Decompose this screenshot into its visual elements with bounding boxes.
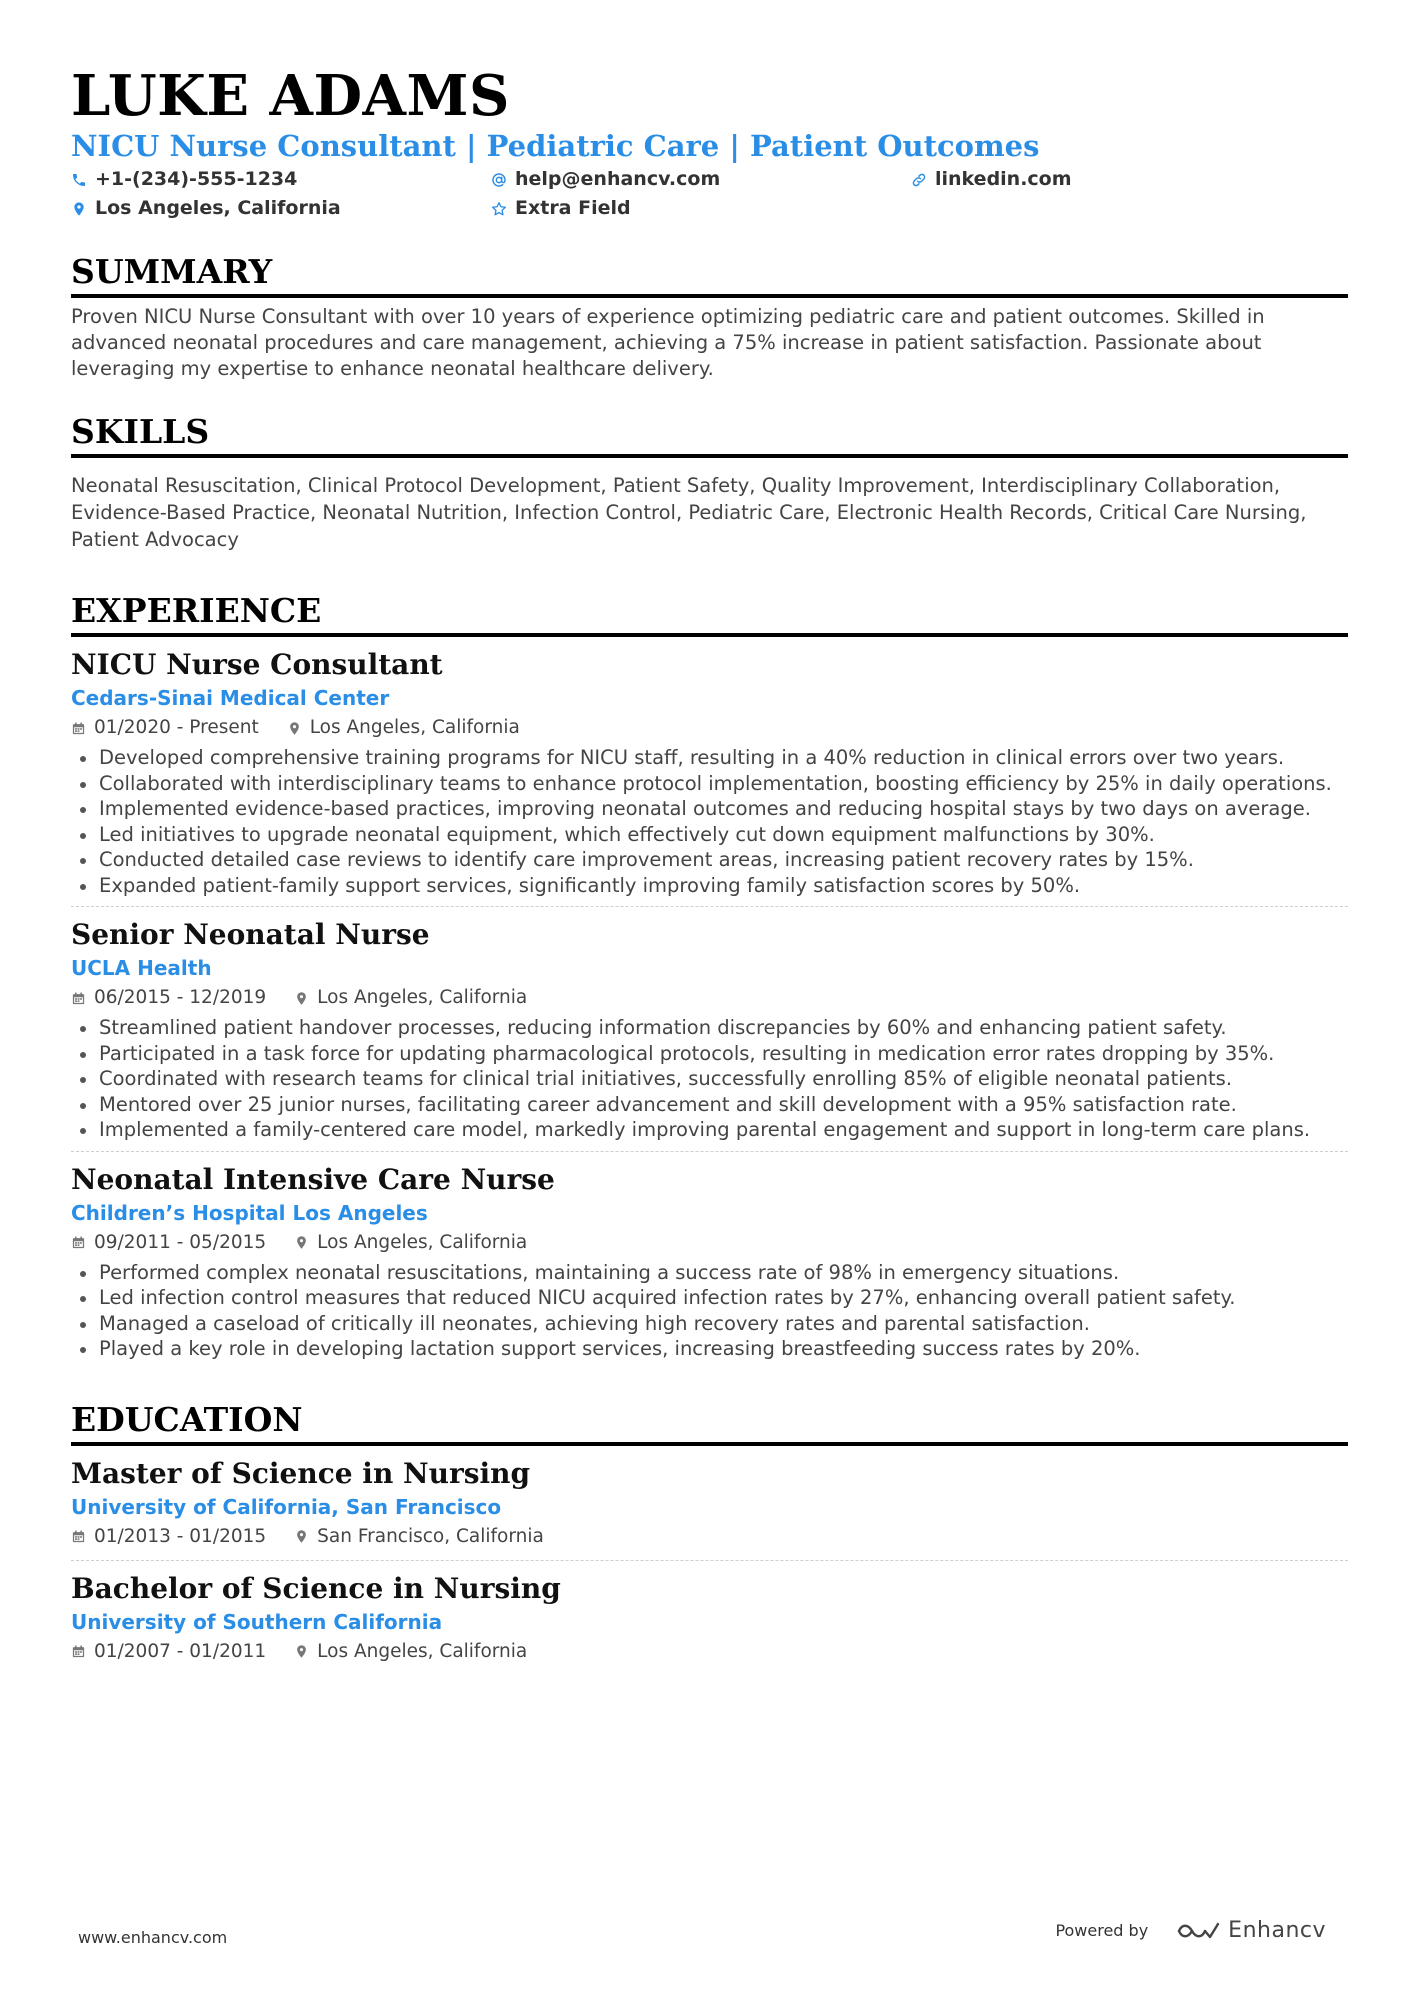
education-location: San Francisco, California — [317, 1525, 544, 1547]
summary-title: SUMMARY — [71, 252, 1348, 298]
job-bullets — [71, 1260, 1348, 1362]
list-item: Implemented a family-centered care model, markedly improving parental engagement and support in long-term care plans. — [71, 1117, 1348, 1143]
star-icon — [491, 201, 507, 217]
degree-title: Bachelor of Science in Nursing — [71, 1571, 561, 1605]
link-icon — [911, 172, 927, 188]
education-title: EDUCATION — [71, 1400, 1348, 1446]
job-dates: 09/2011 - 05/2015 — [94, 1231, 267, 1253]
list-item: Mentored over 25 junior nurses, facilitating career advancement and skill development with a 95% satisfaction rate. — [71, 1092, 1348, 1118]
education-meta — [71, 1522, 1348, 1552]
list-item: Played a key role in developing lactation support services, increasing breastfeeding success rates by 20%. — [71, 1336, 1348, 1362]
education-location-wrap — [294, 1522, 544, 1552]
contact-extra — [491, 195, 911, 222]
contact-info — [71, 166, 1348, 222]
location-pin-icon — [71, 201, 87, 217]
contact-phone-text: +1-(234)-555-1234 — [95, 168, 298, 190]
job-title: NICU Nurse Consultant — [71, 648, 443, 681]
school-name: University of California, San Francisco — [71, 1494, 502, 1519]
contact-email-text: help@enhancv.com — [515, 168, 721, 190]
phone-icon — [71, 172, 87, 188]
contact-location-text: Los Angeles, California — [95, 197, 341, 219]
contact-extra-text: Extra Field — [515, 197, 631, 219]
job-location: Los Angeles, California — [317, 987, 528, 1008]
footer-website[interactable]: www.enhancv.com — [78, 1928, 228, 1947]
experience-entry — [71, 906, 1348, 1151]
skills-title: SKILLS — [71, 412, 1348, 458]
location-pin-icon — [294, 991, 309, 1006]
calendar-icon — [71, 1235, 86, 1250]
list-item: Coordinated with research teams for clinical trial initiatives, successfully enrolling 85% of eligible neonatal patients. — [71, 1066, 1348, 1092]
job-location-wrap — [287, 713, 520, 743]
contact-location — [71, 195, 491, 222]
job-meta — [71, 1228, 1348, 1258]
calendar-icon — [71, 721, 86, 736]
resume-page — [71, 60, 1348, 1675]
school-name: University of Southern California — [71, 1609, 443, 1634]
list-item: Led infection control measures that reduced NICU acquired infection rates by 27%, enhancing overall patient safety. — [71, 1285, 1348, 1311]
footer-branding — [1055, 1918, 1326, 1943]
list-item: Implemented evidence-based practices, improving neonatal outcomes and reducing hospital stays by two days on average. — [71, 796, 1348, 822]
location-pin-icon — [294, 1529, 309, 1544]
education-location-wrap — [294, 1637, 527, 1667]
employer: Cedars-Sinai Medical Center — [71, 686, 390, 710]
list-item: Developed comprehensive training programs for NICU staff, resulting in a 40% reduction in clinical errors over two years. — [71, 745, 1348, 771]
powered-by-label: Powered by — [1055, 1921, 1149, 1940]
list-item: Managed a caseload of critically ill neonates, achieving high recovery rates and parental satisfaction. — [71, 1311, 1348, 1337]
summary-text: Proven NICU Nurse Consultant with over 10 years of experience optimizing pediatric care and patient outcomes. Skilled in advanced neonatal procedures and care management, achieving a 75% increase in patient satisfaction. Passionate about leveraging my expertise to enhance neonatal healthcare delivery. — [71, 305, 1265, 380]
list-item: Participated in a task force for updating pharmacological protocols, resulting in medication error rates dropping by 35%. — [71, 1041, 1348, 1067]
education-dates: 01/2013 - 01/2015 — [94, 1525, 267, 1547]
education-meta — [71, 1637, 1348, 1667]
experience-title: EXPERIENCE — [71, 591, 1348, 637]
location-pin-icon — [294, 1235, 309, 1250]
contact-linkedin[interactable] — [911, 166, 1331, 193]
at-icon — [491, 172, 507, 188]
location-pin-icon — [287, 721, 302, 736]
list-item: Conducted detailed case reviews to identify care improvement areas, increasing patient recovery rates by 15%. — [71, 847, 1348, 873]
job-location-wrap — [294, 1228, 527, 1258]
job-location: Los Angeles, California — [309, 717, 520, 738]
location-pin-icon — [294, 1644, 309, 1659]
list-item: Streamlined patient handover processes, reducing information discrepancies by 60% and enhancing patient safety. — [71, 1015, 1348, 1041]
job-meta — [71, 983, 1348, 1013]
skills-section — [71, 412, 1348, 553]
list-item: Expanded patient-family support services, significantly improving family satisfaction scores by 50%. — [71, 873, 1348, 899]
education-location: Los Angeles, California — [317, 1640, 528, 1662]
job-title: Neonatal Intensive Care Nurse — [71, 1162, 555, 1196]
experience-entry — [71, 637, 1348, 906]
brand-name: Enhancv — [1228, 1918, 1326, 1943]
skills-text: Neonatal Resuscitation, Clinical Protocol Development, Patient Safety, Quality Improvement, Interdisciplinary Collaboration, Evidence-Based Practice, Neonatal Nutrition, Infection Control, Pediatric Care, Electronic Health Records, Critical Care Nursing, Patient Advocacy — [71, 474, 1307, 551]
job-bullets — [71, 1015, 1348, 1143]
contact-linkedin-text: linkedin.com — [935, 168, 1072, 190]
job-dates: 01/2020 - Present — [94, 717, 259, 738]
candidate-headline: NICU Nurse Consultant | Pediatric Care | Patient Outcomes — [71, 129, 1040, 163]
employer: UCLA Health — [71, 956, 212, 980]
job-location: Los Angeles, California — [317, 1231, 528, 1253]
degree-title: Master of Science in Nursing — [71, 1456, 531, 1490]
list-item: Performed complex neonatal resuscitations, maintaining a success rate of 98% in emergency situations. — [71, 1260, 1348, 1286]
education-dates: 01/2007 - 01/2011 — [94, 1640, 267, 1662]
experience-entry — [71, 1151, 1348, 1370]
experience-section — [71, 591, 1348, 1370]
contact-phone[interactable] — [71, 166, 491, 193]
contact-email[interactable] — [491, 166, 911, 193]
job-title: Senior Neonatal Nurse — [71, 918, 430, 951]
calendar-icon — [71, 1529, 86, 1544]
enhancv-logo-icon — [1176, 1920, 1220, 1942]
education-entry — [71, 1446, 1348, 1560]
calendar-icon — [71, 991, 86, 1006]
job-bullets — [71, 745, 1348, 898]
education-section — [71, 1400, 1348, 1675]
resume-header — [71, 60, 1348, 222]
job-dates: 06/2015 - 12/2019 — [94, 987, 267, 1008]
calendar-icon — [71, 1644, 86, 1659]
list-item: Led initiatives to upgrade neonatal equipment, which effectively cut down equipment malfunctions by 30%. — [71, 822, 1348, 848]
candidate-name: LUKE ADAMS — [71, 63, 510, 129]
summary-section — [71, 252, 1348, 382]
list-item: Collaborated with interdisciplinary teams to enhance protocol implementation, boosting efficiency by 25% in daily operations. — [71, 771, 1348, 797]
job-location-wrap — [294, 983, 527, 1013]
job-meta — [71, 713, 1348, 743]
employer: Children’s Hospital Los Angeles — [71, 1200, 428, 1225]
education-entry — [71, 1560, 1348, 1675]
